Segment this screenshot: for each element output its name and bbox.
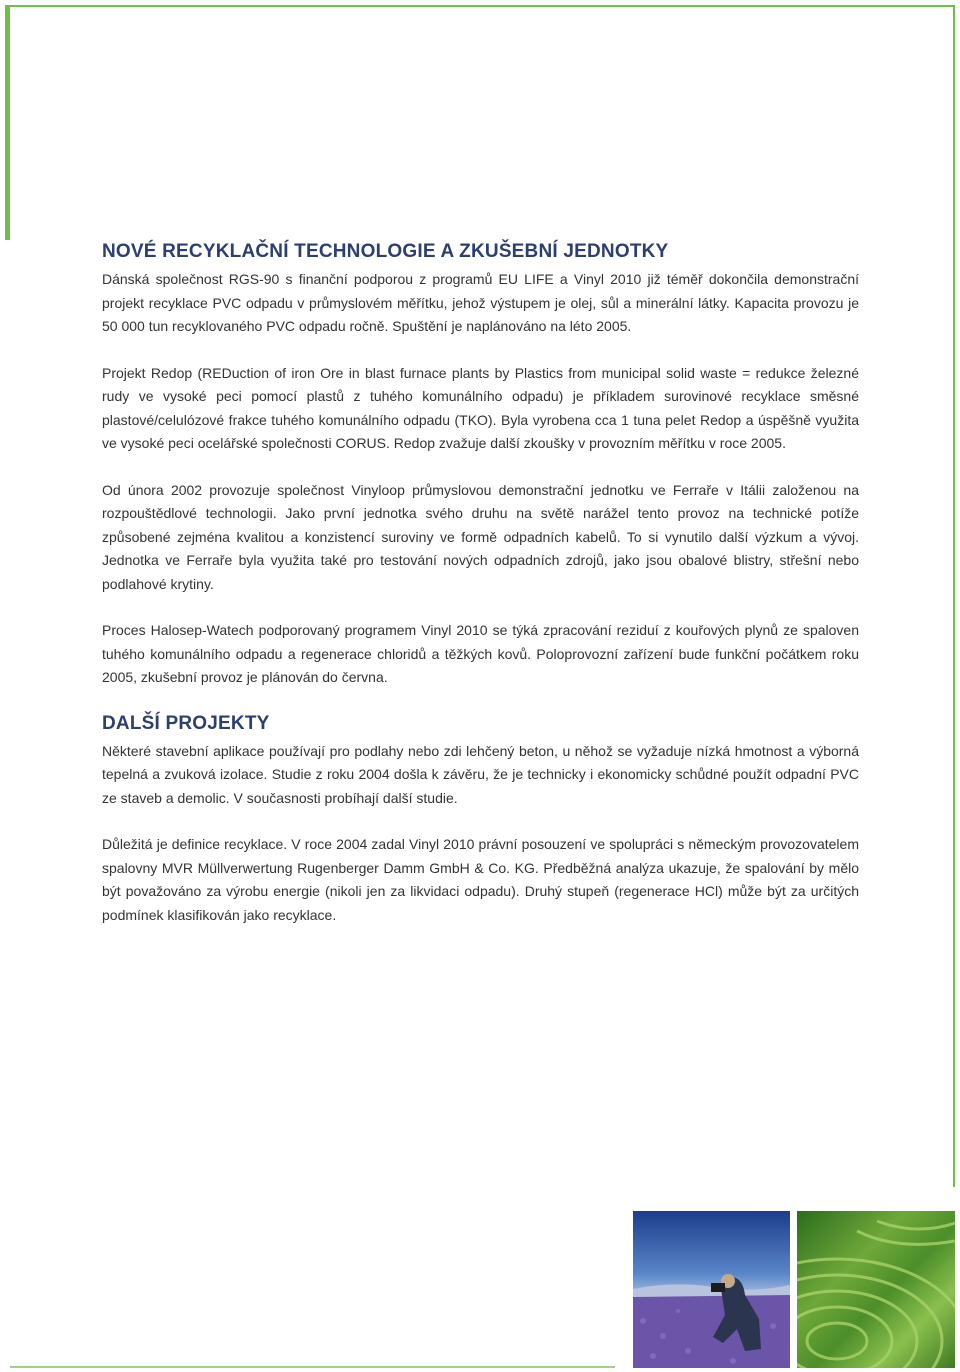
frame-right-line — [953, 5, 955, 1187]
frame-left-bar — [5, 5, 10, 240]
frame-top-line — [5, 5, 955, 7]
photo-photographer-in-field — [633, 1211, 790, 1368]
paragraph-recycling-definition: Důležitá je definice recyklace. V roce 2004 zadal Vinyl 2010 právní posouzení ve spolupráci s německým provozovatelem spalovny MVR Müllverwertung Rugenberger Damm GmbH & Co. KG. Předběžná analýza ukazuje, že spalování by mělo být považováno za výrobu energie (nikoli jen za likvidaci odpadu). Druhý stupeň (regenerace HCl) může být za určitých podmínek klasifikován jako recyklace. — [102, 836, 859, 923]
paragraph-vinyloop: Od února 2002 provozuje společnost Vinyloop průmyslovou demonstrační jednotku ve Ferraře v Itálii založenou na rozpouštědlové technologii. Jako první jednotka svého druhu na světě narážel tento provoz na technické potíže způsobené zejména kvalitou a konzistencí suroviny ve formě odpadních kabelů. To si vynutilo další výzkum a vývoj. Jednotka ve Ferraře byla využita také pro testování nových odpadních zdrojů, jako jsou obalové blistry, střešní nebo podlahové krytiny. — [102, 481, 859, 592]
section-heading-other-projects: DALŠÍ PROJEKTY — [102, 712, 270, 734]
frame-bottom-line — [10, 1366, 615, 1368]
paragraph-lightweight-concrete: Některé stavební aplikace používají pro podlahy nebo zdi lehčený beton, u něhož se vyžaduje nízká hmotnost a výborná tepelná a zvuková izolace. Studie z roku 2004 došla k závěru, že je technicky i ekonomicky schůdné použít odpadní PVC ze staveb a demolic. V současnosti probíhají další studie. — [102, 742, 859, 806]
paragraph-redop: Projekt Redop (REDuction of iron Ore in blast furnace plants by Plastics from municipal solid waste = redukce železné rudy ve vysoké peci pomocí plastů z tuhého komunálního odpadu) je příkladem surovinové recyklace směsné plastové/celulózové frakce tuhého komunálního odpadu (TKO). Byla vyrobena cca 1 tuna pelet Redop a úspěšně využita ve vysoké peci ocelářské společnosti CORUS. Redop zvažuje další zkoušky v provozním měřítku v roce 2005. — [102, 364, 859, 451]
page-content — [102, 240, 859, 927]
photo-green-maze-field — [797, 1211, 955, 1368]
section-heading-new-technologies: NOVÉ RECYKLAČNÍ TECHNOLOGIE A ZKUŠEBNÍ JEDNOTKY — [102, 241, 669, 262]
paragraph-halosep: Proces Halosep-Watech podporovaný programem Vinyl 2010 se týká zpracování reziduí z kouřových plynů ze spaloven tuhého komunálního odpadu a regenerace chloridů a těžkých kovů. Poloprovozní zařízení bude funkční počátkem roku 2005, zkušební provoz je plánován do června. — [102, 622, 859, 685]
paragraph-rgs90: Dánská společnost RGS-90 s finanční podporou z programů EU LIFE a Vinyl 2010 již téměř dokončila demonstrační projekt recyklace PVC odpadu v průmyslovém měřítku, jehož výstupem je olej, sůl a minerální látky. Kapacita provozu je 50 000 tun recyklovaného PVC odpadu ročně. Spuštění je naplánováno na léto 2005. — [102, 271, 859, 334]
